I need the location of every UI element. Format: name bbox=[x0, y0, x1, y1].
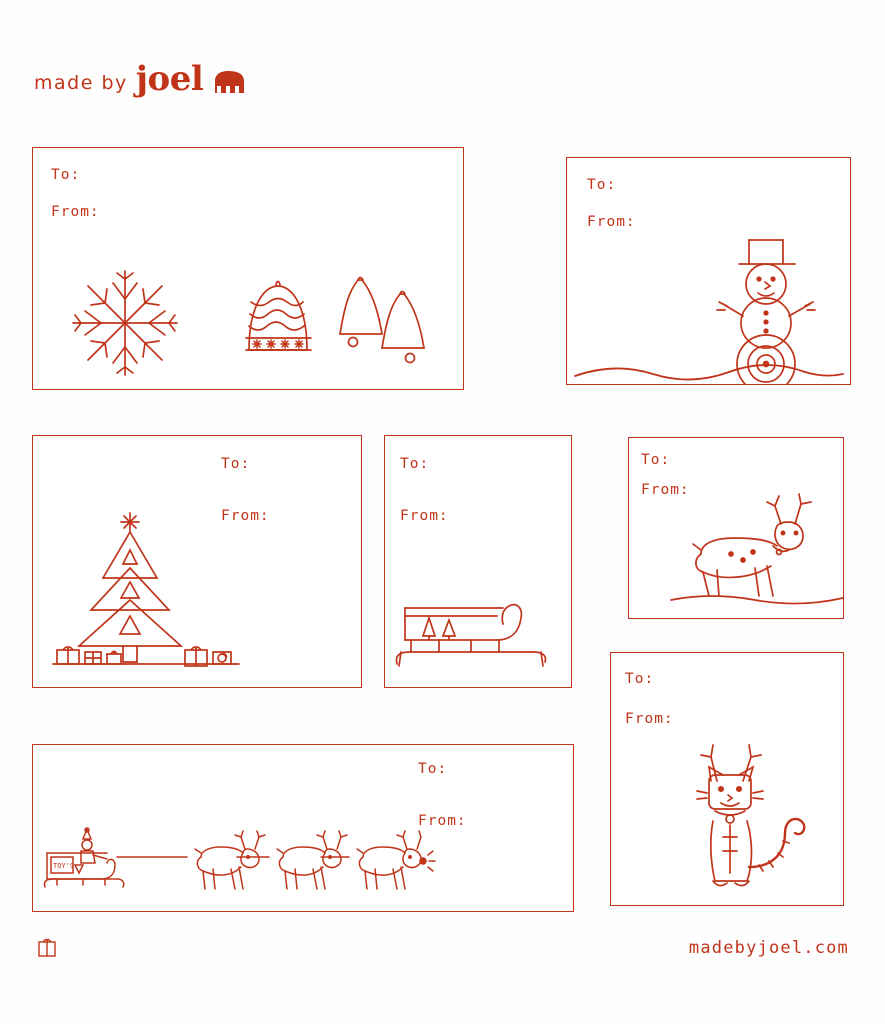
from-label: From: bbox=[418, 813, 467, 829]
to-label: To: bbox=[400, 456, 430, 472]
brand-logo bbox=[34, 59, 247, 99]
svg-text:TOY'S: TOY'S bbox=[53, 862, 75, 870]
from-label: From: bbox=[221, 508, 270, 524]
to-label: To: bbox=[221, 456, 251, 472]
brand-made-by-text: made by bbox=[34, 72, 128, 94]
gift-tag-reindeer[interactable] bbox=[628, 437, 844, 619]
from-label: From: bbox=[625, 711, 674, 727]
from-label: From: bbox=[400, 508, 449, 524]
gift-tag-icon bbox=[38, 938, 56, 958]
to-label: To: bbox=[587, 177, 617, 193]
to-label: To: bbox=[418, 761, 448, 777]
gift-tag-snowflake-hat-bells[interactable] bbox=[32, 147, 464, 390]
from-label: From: bbox=[51, 204, 100, 220]
santa-sleigh-with-reindeer-team-icon bbox=[37, 817, 437, 909]
gift-tag-reindeer-cat[interactable] bbox=[610, 652, 844, 906]
cat-with-antlers-icon bbox=[669, 741, 845, 899]
to-label: To: bbox=[625, 671, 655, 687]
to-label: To: bbox=[51, 167, 81, 183]
from-label: From: bbox=[587, 214, 636, 230]
gift-tag-christmas-tree[interactable] bbox=[32, 435, 362, 688]
reindeer-icon bbox=[669, 488, 845, 618]
footer-website-url: madebyjoel.com bbox=[688, 938, 849, 958]
brand-name-text: joel bbox=[135, 59, 204, 99]
sleigh-icon bbox=[393, 586, 565, 681]
gift-tag-santa-sleigh-team[interactable] bbox=[32, 744, 574, 912]
to-label: To: bbox=[641, 452, 671, 468]
snowflake-hat-bells-icon bbox=[63, 268, 453, 378]
elephant-icon bbox=[213, 69, 247, 95]
gift-tag-snowman[interactable] bbox=[566, 157, 851, 385]
from-label: From: bbox=[641, 482, 690, 498]
gift-tag-sleigh[interactable] bbox=[384, 435, 572, 688]
snowman-icon bbox=[567, 218, 851, 384]
christmas-tree-with-presents-icon bbox=[41, 506, 251, 686]
